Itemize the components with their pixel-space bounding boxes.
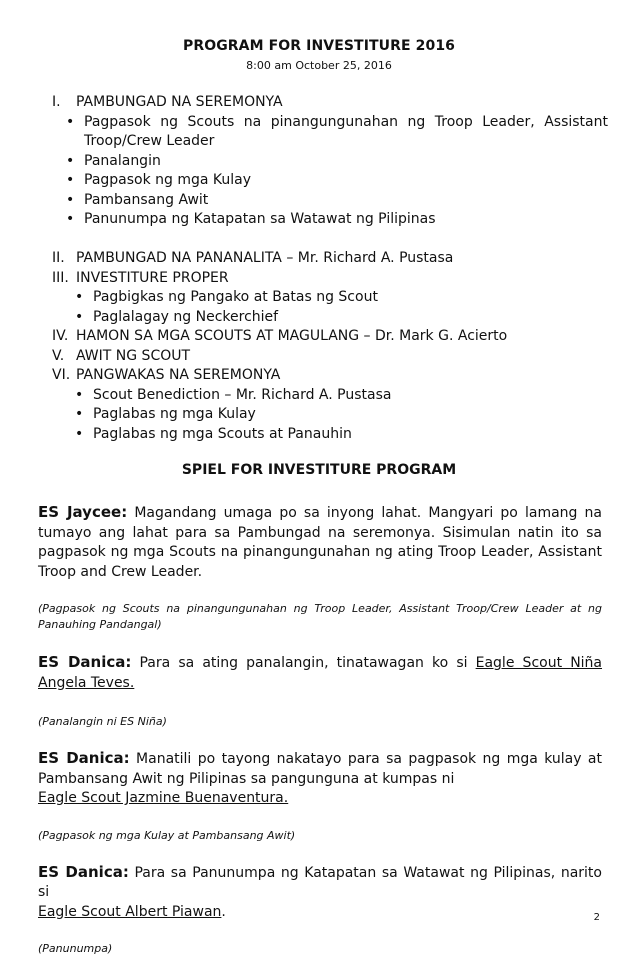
list-item: • Pagpasok ng mga Kulay bbox=[52, 171, 608, 191]
program-section: II. PAMBUNGAD NA PANANALITA – Mr. Richard A. Pustasa bbox=[52, 250, 454, 266]
list-item: • Pagbigkas ng Pangako at Batas ng Scout bbox=[61, 288, 608, 308]
spiel-paragraph: ES Danica: Para sa ating panalangin, tinatawagan ko si Eagle Scout Niña Angela Teves. bbox=[38, 653, 603, 691]
speaker-label: ES Danica: bbox=[38, 862, 129, 881]
person-name: Eagle Scout Albert Piawan bbox=[38, 903, 222, 920]
stage-direction: (Pagpasok ng Scouts na pinangungunahan ng Troop Leader, Assistant Troop/Crew Leader at ng Panauhing Pandangal) bbox=[38, 602, 602, 631]
person-name: Eagle Scout Niña Angela Teves. bbox=[38, 655, 603, 691]
speaker-label: ES Danica: bbox=[38, 749, 130, 767]
speaker-label: ES Jaycee: bbox=[38, 503, 128, 521]
speaker-label: ES Danica: bbox=[38, 653, 132, 671]
person-name: Eagle Scout Jazmine Buenaventura. bbox=[38, 790, 289, 806]
list-item: • Panunumpa ng Katapatan sa Watawat ng Pilipinas bbox=[52, 210, 608, 230]
program-section: VI. PANGWAKAS NA SEREMONYA bbox=[52, 367, 281, 383]
page-title: PROGRAM FOR INVESTITURE 2016 bbox=[182, 38, 456, 54]
section-bullets bbox=[61, 386, 608, 445]
list-item: • Paglabas ng mga Scouts at Panauhin bbox=[61, 425, 608, 445]
program-section: V. AWIT NG SCOUT bbox=[52, 347, 191, 364]
list-item: • Panalangin bbox=[52, 152, 608, 172]
stage-direction: (Panunumpa) bbox=[38, 942, 113, 955]
program-outline bbox=[52, 93, 608, 444]
list-item: • Pambansang Awit bbox=[52, 191, 608, 211]
stage-direction: (Panalangin ni ES Niña) bbox=[38, 715, 167, 728]
list-item: • Pagpasok ng Scouts na pinangungunahan ng Troop Leader, Assistant Troop/Crew Leader bbox=[52, 113, 608, 152]
section-heading: SPIEL FOR INVESTITURE PROGRAM bbox=[181, 462, 457, 478]
section-bullets bbox=[61, 288, 608, 327]
section-bullets bbox=[52, 113, 608, 230]
program-section: III. INVESTITURE PROPER bbox=[52, 269, 229, 286]
page-subtitle: 8:00 am October 25, 2016 bbox=[246, 59, 392, 72]
list-item: • Paglalagay ng Neckerchief bbox=[61, 308, 608, 328]
program-section: I. PAMBUNGAD NA SEREMONYA bbox=[52, 94, 283, 110]
page-number: 2 bbox=[593, 912, 600, 923]
stage-direction: (Pagpasok ng mga Kulay at Pambansang Awit) bbox=[38, 828, 296, 842]
spiel-paragraph: ES Danica: Para sa Panunumpa ng Katapatan sa Watawat ng Pilipinas, narito si Eagle Scout Albert Piawan. bbox=[38, 862, 602, 920]
spiel-body bbox=[38, 503, 602, 957]
program-section: IV. HAMON SA MGA SCOUTS AT MAGULANG – Dr. Mark G. Acierto bbox=[52, 328, 508, 344]
spiel-paragraph: ES Danica: Manatili po tayong nakatayo para sa pagpasok ng mga kulay at Pambansang Awit ng Pilipinas sa pangunguna at kumpas ni Eagle Scout Jazmine Buenaventura. bbox=[38, 749, 602, 806]
list-item: • Scout Benediction – Mr. Richard A. Pustasa bbox=[61, 386, 608, 406]
list-item: • Paglabas ng mga Kulay bbox=[61, 405, 608, 425]
spiel-paragraph: ES Jaycee: Magandang umaga po sa inyong lahat. Mangyari po lamang na tumayo ang lahat para sa Pambungad na seremonya. Sisimulan natin ito sa pagpasok ng mga Scouts na pinangungunahan ng ating Troop Leader, Assistant Troop and Crew Leader. bbox=[38, 503, 602, 580]
